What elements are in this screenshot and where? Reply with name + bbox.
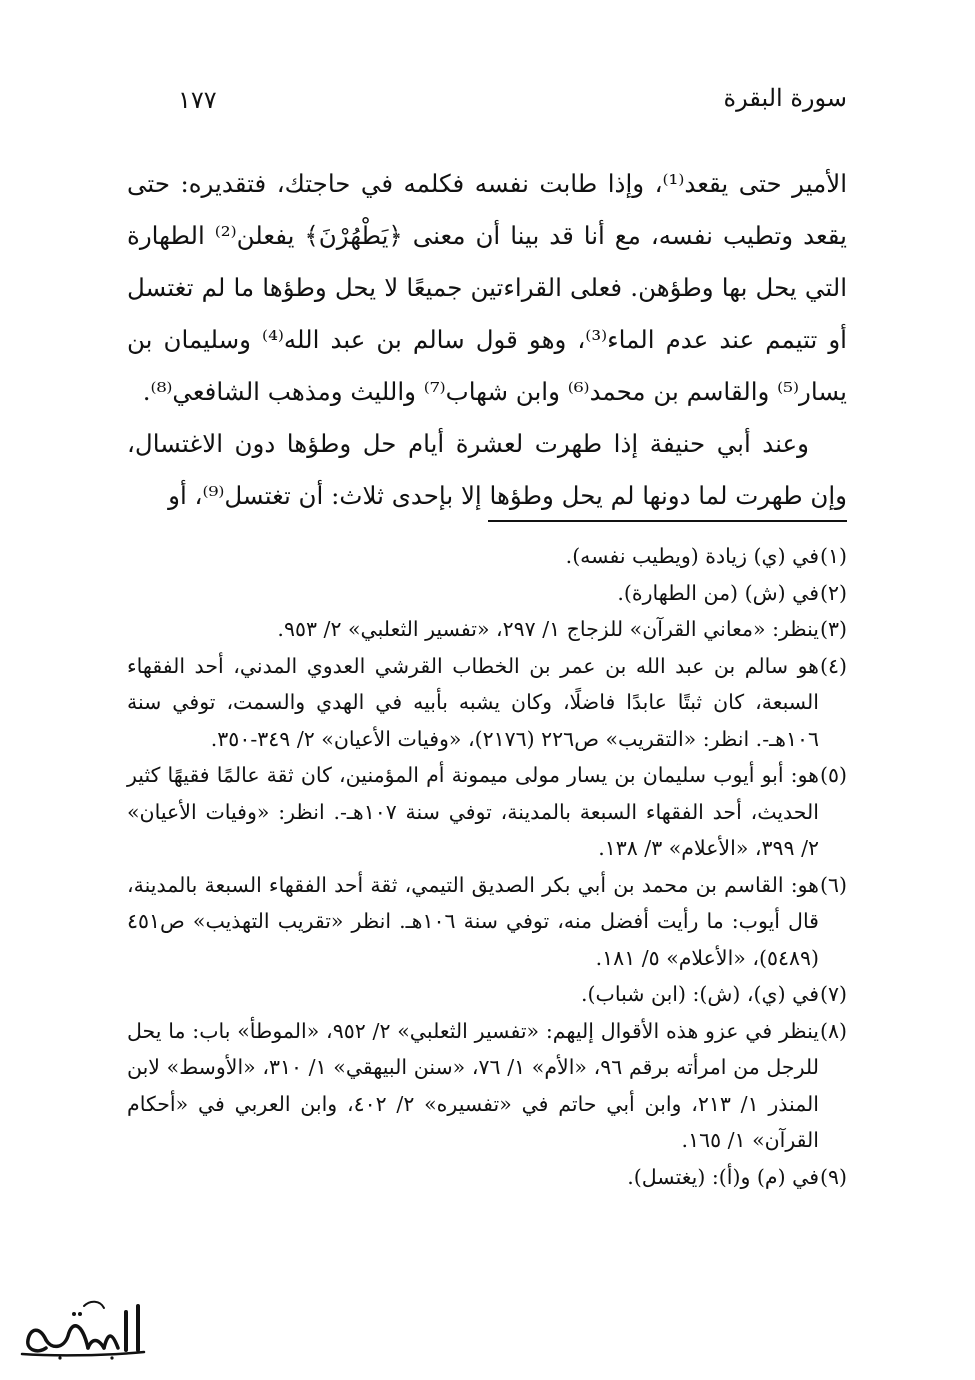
footnote	[127, 757, 847, 867]
footnote-number: (٨)	[819, 1018, 847, 1043]
footnote	[127, 976, 847, 1013]
footnote-text: هو: أبو أيوب سليمان بن يسار مولى ميمونة أم المؤمنين، كان ثقة عالمًا فقيهًا كثير الحديث، أحد الفقهاء السبعة بالمدينة، توفي سنة ١٠٧هـ-. انظر: «وفيات الأعيان» ٢/ ٣٩٩، «الأعلام» ٣/ ١٣٨.	[127, 763, 819, 860]
footnote-number: (٣)	[819, 617, 847, 641]
main-paragraph: الأمير حتى يقعد⁽¹⁾، وإذا طابت نفسه فكلمه في حاجتك، فتقديره: حتى يقعد وتطيب نفسه، مع أنا قد بينا أن معنى ﴿يَطْهُرْنَ﴾ يفعلن⁽²⁾ الطهارة التي يحل بها وطؤهن. فعلى القراءتين جميعًا لا يحل وطؤها ما لم تغتسل أو تتيمم عند عدم الماء⁽³⁾، وهو قول سالم بن عبد الله⁽⁴⁾ وسليمان بن يسار⁽⁵⁾ والقاسم بن محمد⁽⁶⁾ وابن شهاب⁽⁷⁾ والليث ومذهب الشافعي⁽⁸⁾.	[127, 169, 847, 406]
footnote-number: (٢)	[819, 580, 847, 605]
main-paragraph: وعند أبي حنيفة إذا طهرت لعشرة أيام حل وطؤها دون الاغتسال، وإن طهرت لما دونها لم يحل وطؤها إلا بإحدى ثلاث: أن تغتسل⁽⁹⁾، أو	[127, 429, 847, 510]
footnote-number: (٥)	[819, 763, 847, 787]
footnote-text: ينظر: «معاني القرآن» للزجاج ١/ ٢٩٧، «تفسير الثعلبي» ٢/ ٩٥٣.	[277, 617, 819, 641]
surah-title: سورة البقرة	[723, 84, 847, 112]
footnote-number: (١)	[819, 544, 847, 568]
footnote	[127, 1159, 847, 1196]
footnotes	[127, 538, 847, 1195]
page-number: ١٧٧	[178, 86, 217, 114]
footnote-number: (٦)	[819, 872, 847, 897]
footnote-text: هو: القاسم بن محمد بن أبي بكر الصديق التيمي، ثقة أحد الفقهاء السبعة بالمدينة، قال أيوب: ما رأيت أفضل منه، توفي سنة ١٠٦هـ. انظر «تقريب التهذيب» ص٤٥١ (٥٤٨٩)، «الأعلام» ٥/ ١٨١.	[127, 872, 819, 970]
footnote-text: في (ي) زيادة (ويطيب نفسه).	[565, 544, 819, 568]
footnote	[127, 1013, 847, 1159]
footnote-number: (٩)	[819, 1164, 847, 1189]
footnote-text: هو سالم بن عبد الله بن عمر بن الخطاب القرشي العدوي المدني، أحد الفقهاء السبعة، كان ثبتًا عابدًا فاضلًا، وكان يشبه بأبيه في الهدي والسمت، توفي سنة ١٠٦هـ-. انظر: «التقريب» ص٢٢٦ (٢١٧٦)، «وفيات الأعيان» ٢/ ٣٤٩-٣٥٠.	[127, 653, 819, 751]
footnote-number: (٤)	[819, 653, 847, 678]
footnote-divider	[488, 520, 847, 522]
footnote-text: في (ش) (من الطهارة).	[617, 580, 819, 605]
footnote-text: في (م) و(أ): (يغتسل).	[627, 1164, 819, 1189]
footnote-number: (٧)	[819, 982, 847, 1006]
watermark-logo	[12, 1292, 152, 1362]
footnote	[127, 538, 847, 575]
footnote	[127, 867, 847, 977]
footnote-text: في (ي)، (ش): (ابن شباب).	[581, 982, 819, 1006]
main-text	[127, 158, 847, 522]
footnote	[127, 648, 847, 758]
footnote	[127, 611, 847, 648]
footnote-text: ينظر في عزو هذه الأقوال إليهم: «تفسير الثعلبي» ٢/ ٩٥٢، «الموطأ» باب: ما يحل للرجل من امرأته برقم ٩٦، «الأم» ١/ ٧٦، «سنن البيهقي» ١/ ٣١٠، «الأوسط» لابن المنذر ١/ ٢١٣، وابن أبي حاتم في «تفسيره» ٢/ ٤٠٢، وابن العربي في «أحكام القرآن» ١/ ١٦٥.	[127, 1018, 819, 1152]
footnote	[127, 575, 847, 612]
